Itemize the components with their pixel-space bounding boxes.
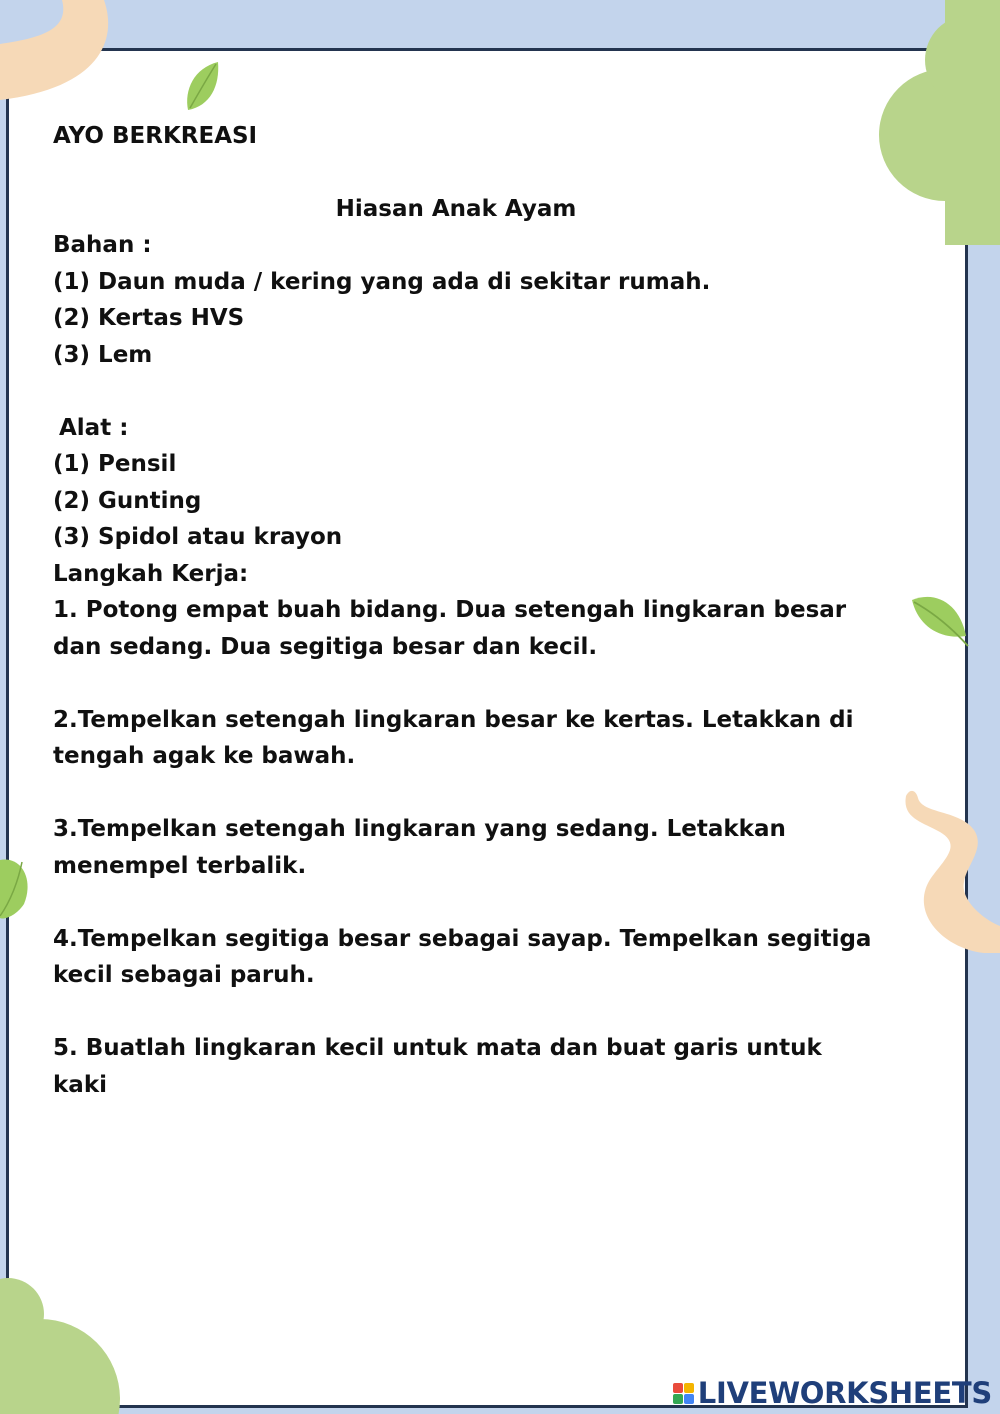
step-item-2: 2.Tempelkan setengah lingkaran besar ke kertas. Letakkan di tengah agak ke bawah. <box>53 706 854 769</box>
steps-heading: Langkah Kerja: <box>53 560 249 587</box>
peach-swirl-right <box>900 788 1000 953</box>
step-item-1: 1. Potong empat buah bidang. Dua setengah lingkaran besar dan sedang. Dua segitiga besar dan kecil. <box>53 597 847 660</box>
materials-item: (1) Daun muda / kering yang ada di sekitar rumah. <box>53 268 711 295</box>
tools-item: (3) Spidol atau krayon <box>53 524 343 550</box>
spacer <box>53 994 873 1031</box>
tools-item: (1) Pensil <box>53 451 177 477</box>
worksheet-title: AYO BERKREASI <box>53 123 258 149</box>
spacer <box>53 775 873 812</box>
green-blob-top-right <box>865 0 1000 245</box>
materials-item: (2) Kertas HVS <box>53 305 245 331</box>
tools-item: (2) Gunting <box>53 487 202 514</box>
spacer <box>53 884 873 921</box>
leaf-icon-left <box>0 852 32 922</box>
spacer <box>53 665 873 702</box>
step-item-4: 4.Tempelkan segitiga besar sebagai sayap. Tempelkan segitiga kecil sebagai paruh. <box>53 925 872 988</box>
spacer <box>53 373 873 410</box>
tools-heading: Alat : <box>59 414 129 441</box>
activity-title: Hiasan Anak Ayam <box>335 195 577 222</box>
peach-swirl-top-left <box>0 0 120 100</box>
leaf-icon-right <box>910 592 970 648</box>
green-blob-bottom-left <box>0 1259 125 1414</box>
watermark-text: LIVEWORKSHEETS <box>697 1376 992 1410</box>
leaf-icon-top <box>184 60 220 112</box>
materials-heading: Bahan : <box>53 232 152 258</box>
step-item-3: 3.Tempelkan setengah lingkaran yang sedang. Letakkan menempel terbalik. <box>53 816 786 879</box>
step-item-5: 5. Buatlah lingkaran kecil untuk mata dan buat garis untuk kaki <box>53 1035 822 1098</box>
worksheet-content <box>53 118 873 1103</box>
liveworksheets-logo-icon <box>673 1383 694 1404</box>
materials-item: (3) Lem <box>53 341 153 368</box>
liveworksheets-watermark <box>673 1376 992 1410</box>
